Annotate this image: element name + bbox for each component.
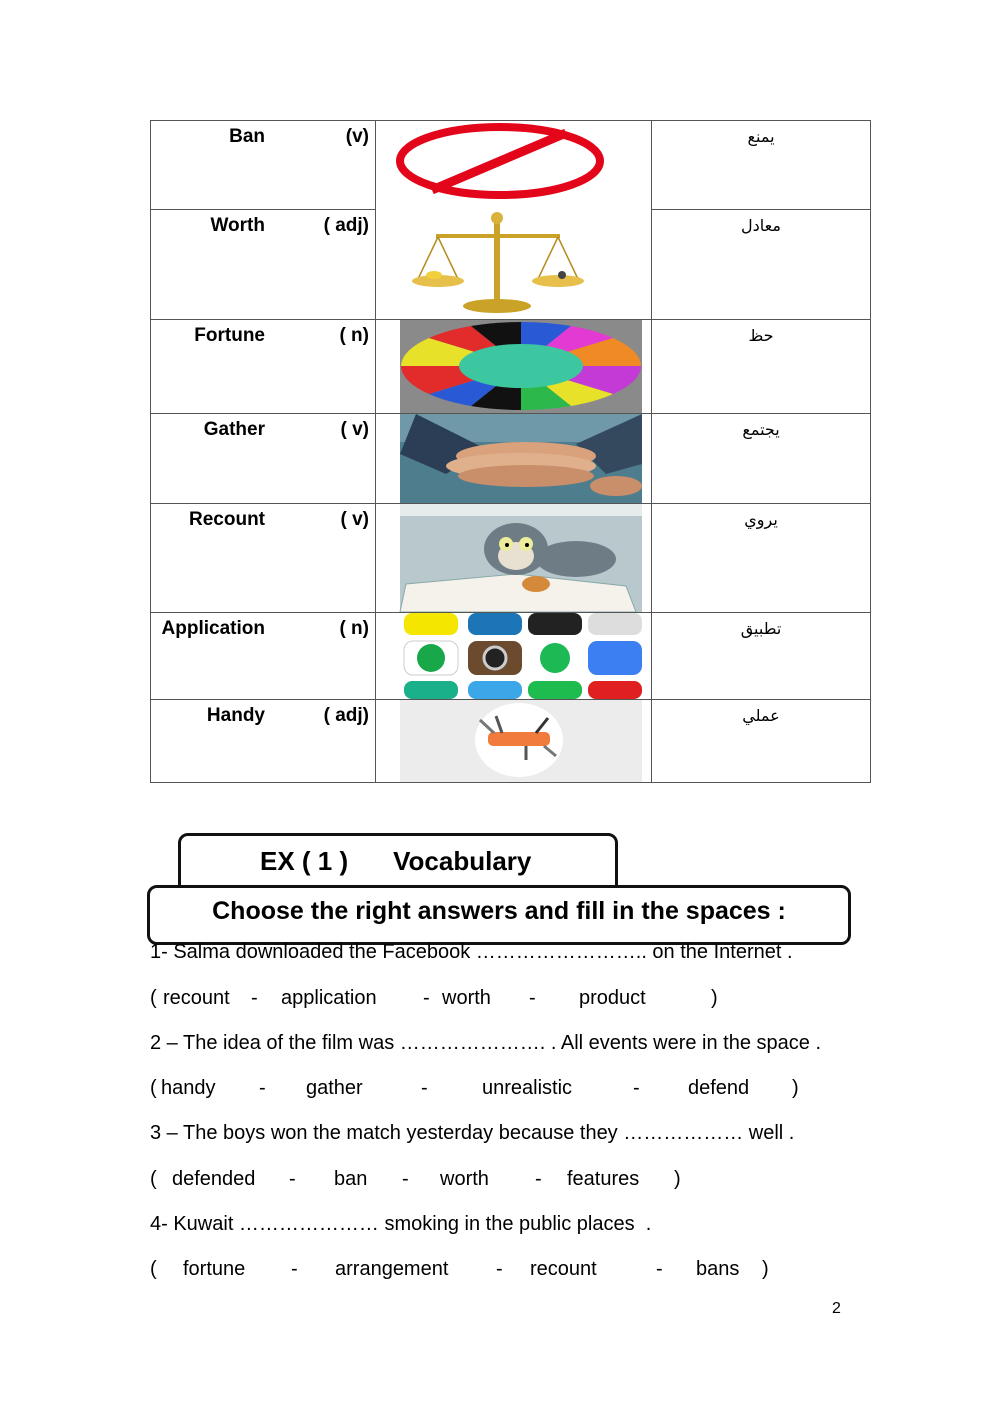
- cat-reading-book-icon: [376, 504, 652, 612]
- option-separator: -: [656, 1258, 663, 1280]
- option-separator: -: [633, 1077, 640, 1099]
- page-number: 2: [832, 1300, 841, 1317]
- arabic-cell: حظ: [652, 320, 871, 414]
- option-separator: -: [402, 1168, 409, 1190]
- vocab-word: Application: [161, 618, 265, 639]
- vocab-row: [151, 613, 871, 700]
- instruction-text: Choose the right answers and fill in the spaces :: [212, 897, 786, 925]
- option: worth: [440, 1168, 489, 1190]
- part-of-speech: ( v): [340, 509, 369, 530]
- option-separator: -: [421, 1077, 428, 1099]
- option-bracket-close: ): [762, 1258, 769, 1280]
- vocab-word: Handy: [206, 705, 265, 726]
- option: arrangement: [335, 1258, 449, 1280]
- option-separator: -: [251, 987, 258, 1009]
- multi-tool-icon: [376, 700, 652, 782]
- question-2: 2 – The idea of the film was …………………. . All events were in the space .: [150, 1032, 822, 1054]
- option: bans: [696, 1258, 740, 1280]
- arabic-cell: يروي: [652, 504, 871, 613]
- word-cell: [151, 414, 376, 504]
- stacked-hands-icon: [376, 414, 652, 503]
- option: fortune: [183, 1258, 246, 1280]
- vocab-word: Ban: [229, 126, 265, 147]
- word-cell: [151, 613, 376, 700]
- vocab-row: [151, 320, 871, 414]
- vocabulary-table: [150, 120, 871, 783]
- exercise-title: [260, 846, 531, 877]
- word-cell: [151, 700, 376, 783]
- part-of-speech: (v): [345, 126, 369, 147]
- word-cell: [151, 121, 376, 210]
- option-separator: -: [535, 1168, 542, 1190]
- arabic-cell: يمنع: [652, 121, 871, 210]
- exercise-topic: Vocabulary: [393, 846, 532, 876]
- option: unrealistic: [482, 1077, 573, 1099]
- option-separator: -: [496, 1258, 503, 1280]
- image-cell: [376, 121, 652, 320]
- image-cell: [376, 700, 652, 783]
- option: defend: [688, 1077, 750, 1099]
- vocab-row: [151, 414, 871, 504]
- option: handy: [161, 1077, 216, 1099]
- option: gather: [306, 1077, 363, 1099]
- vocab-row: [151, 700, 871, 783]
- vocab-word: Worth: [210, 215, 265, 237]
- option-bracket-close: ): [674, 1168, 681, 1190]
- option: recount: [163, 987, 230, 1009]
- part-of-speech: ( n): [339, 325, 369, 346]
- word-cell: [151, 504, 376, 613]
- image-cell: [376, 414, 652, 504]
- part-of-speech: ( n): [339, 618, 369, 639]
- option: features: [567, 1168, 640, 1190]
- word-cell: [151, 320, 376, 414]
- arabic-cell: عملي: [652, 700, 871, 783]
- option-separator: -: [423, 987, 430, 1009]
- vocab-row: [151, 121, 871, 210]
- option: recount: [530, 1258, 597, 1280]
- option-separator: -: [291, 1258, 298, 1280]
- option-bracket-close: ): [711, 987, 718, 1009]
- vocab-word: Recount: [189, 509, 265, 530]
- arabic-cell: معادل: [652, 210, 871, 320]
- wheel-of-fortune-icon: [376, 320, 652, 413]
- question-3: 3 – The boys won the match yesterday because they ……………… well .: [150, 1122, 795, 1144]
- option-bracket-open: (: [150, 987, 157, 1009]
- image-cell: [376, 613, 652, 700]
- arabic-cell: يجتمع: [652, 414, 871, 504]
- option-separator: -: [259, 1077, 266, 1099]
- option: worth: [442, 987, 491, 1009]
- option-separator: -: [289, 1168, 296, 1190]
- part-of-speech: ( adj): [323, 705, 369, 726]
- question-1: 1- Salma downloaded the Facebook …………………….. on the Internet .: [150, 941, 793, 963]
- option: application: [281, 987, 377, 1009]
- option: product: [579, 987, 646, 1009]
- balance-scale-icon: [412, 212, 584, 313]
- word-cell: [151, 210, 376, 320]
- app-icons-icon: [376, 613, 652, 699]
- option-bracket-close: ): [792, 1077, 799, 1099]
- option-bracket-open: (: [150, 1168, 157, 1190]
- prohibition-sign-icon: [376, 121, 652, 319]
- exercise-number: EX ( 1 ): [260, 846, 349, 876]
- vocab-row: [151, 504, 871, 613]
- vocab-word: Fortune: [194, 325, 265, 346]
- image-cell: [376, 320, 652, 414]
- option: defended: [172, 1168, 256, 1190]
- option-bracket-open: (: [150, 1077, 157, 1099]
- arabic-cell: تطبيق: [652, 613, 871, 700]
- option: ban: [334, 1168, 368, 1190]
- question-4: 4- Kuwait ………………… smoking in the public places .: [150, 1213, 652, 1235]
- option-bracket-open: (: [150, 1258, 157, 1280]
- vocab-word: Gather: [203, 419, 265, 440]
- part-of-speech: ( adj): [323, 215, 369, 237]
- part-of-speech: ( v): [340, 419, 369, 440]
- option-separator: -: [529, 987, 536, 1009]
- image-cell: [376, 504, 652, 613]
